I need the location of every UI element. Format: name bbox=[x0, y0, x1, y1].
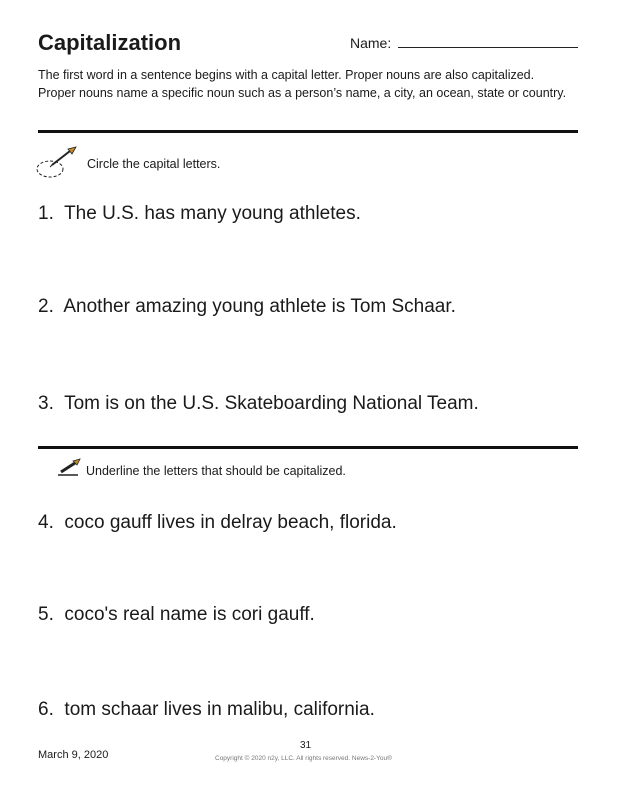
item-text: The U.S. has many young athletes. bbox=[64, 203, 361, 224]
section1-instruction: Circle the capital letters. bbox=[87, 157, 221, 171]
intro-paragraph: The first word in a sentence begins with a capital letter. Proper nouns are also capitalized. Proper nouns name a specific noun such as a person’s name, a city, an ocean, state or country. bbox=[38, 68, 567, 100]
item-number: 6. bbox=[38, 699, 54, 720]
item-text: coco's real name is cori gauff. bbox=[64, 604, 315, 625]
sentence-item-3[interactable] bbox=[38, 393, 479, 415]
section2-instruction: Underline the letters that should be capitalized. bbox=[86, 464, 346, 478]
item-number: 3. bbox=[38, 393, 54, 414]
copyright-notice: Copyright © 2020 n2y, LLC. All rights reserved. News-2-You® bbox=[215, 755, 392, 762]
sentence-item-2[interactable] bbox=[38, 296, 456, 318]
item-text: tom schaar lives in malibu, california. bbox=[64, 699, 375, 720]
sentence-item-1[interactable] bbox=[38, 203, 361, 225]
pencil-underline-icon bbox=[56, 458, 82, 480]
page-number: 31 bbox=[300, 740, 312, 751]
item-text: Tom is on the U.S. Skateboarding National Team. bbox=[64, 393, 479, 414]
item-text: Another amazing young athlete is Tom Schaar. bbox=[63, 296, 456, 317]
sentence-item-4[interactable] bbox=[38, 512, 397, 534]
item-number: 4. bbox=[38, 512, 54, 533]
section-divider bbox=[38, 130, 578, 133]
name-label: Name: bbox=[350, 35, 392, 51]
item-text: coco gauff lives in delray beach, florida. bbox=[64, 512, 397, 533]
footer-date: March 9, 2020 bbox=[38, 749, 109, 761]
item-number: 5. bbox=[38, 604, 54, 625]
item-number: 2. bbox=[38, 296, 54, 317]
sentence-item-5[interactable] bbox=[38, 604, 315, 626]
sentence-item-6[interactable] bbox=[38, 699, 375, 721]
section-divider bbox=[38, 446, 578, 449]
name-field-line[interactable] bbox=[398, 47, 578, 48]
item-number: 1. bbox=[38, 203, 54, 224]
page-title: Capitalization bbox=[38, 30, 182, 55]
pencil-circle-icon bbox=[34, 145, 82, 181]
